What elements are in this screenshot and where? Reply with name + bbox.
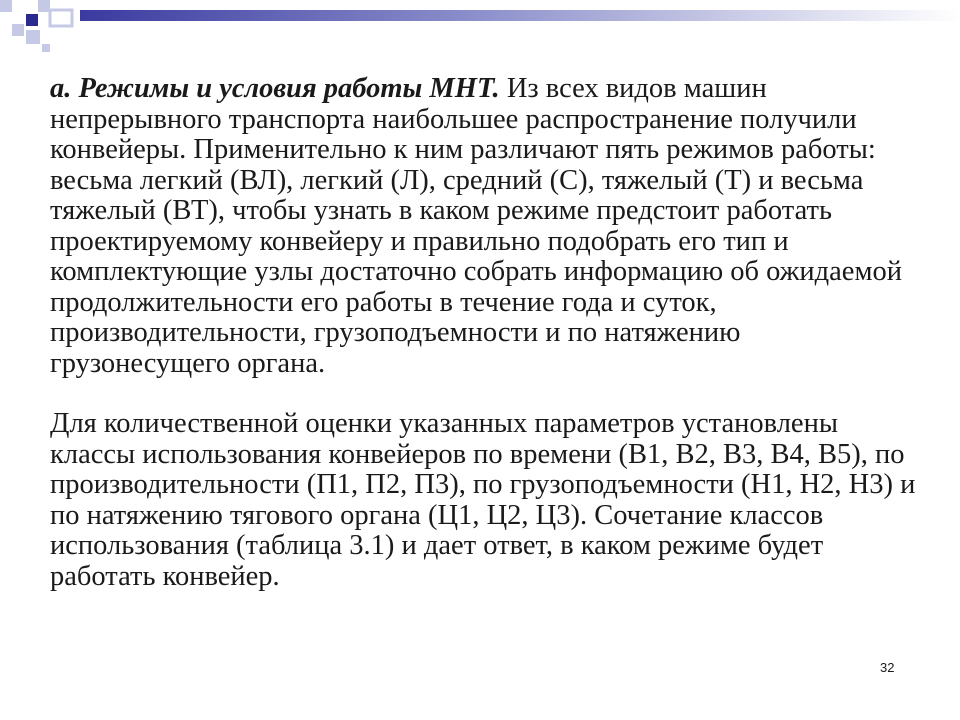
section-heading: а. Режимы и условия работы МНТ. [50,73,500,104]
header-decoration [0,0,960,60]
deco-square [12,24,24,36]
page-number: 32 [880,660,895,675]
paragraph-text: Для количественной оценки указанных параметров установлены классы использования конвейеров по времени (В1, В2, В3, В4, В5), по производительности (П1, П2, П3), по грузоподъемности (Н1, Н2, Н3) и по натяжению тягового органа (Ц1, Ц2, Ц3). Сочетание классов использования (таблица 3.1) и дает ответ, в каком режиме будет работать конвейер. [50,408,916,592]
paragraph-classes [50,409,920,592]
header-gradient-bar [80,10,960,21]
paragraph-text: Из всех видов машин непрерывного транспорта наибольшее распространение получили конвейеры. Применительно к ним различают пять режимов работы: весьма легкий (ВЛ), легкий (Л), средний (С), тяжелый (Т) и весьма тяжелый (ВТ), чтобы узнать в каком режиме предстоит работать проектируемому конвейеру и правильно подобрать его тип и комплектующие узлы достаточно собрать информацию об ожидаемой продолжительности его работы в течение года и суток, производительности, грузоподъемности и по натяжению грузонесущего органа. [50,73,902,379]
deco-square [50,10,72,26]
deco-square [38,0,50,12]
deco-square [26,30,40,44]
deco-square [0,0,12,12]
deco-square [42,44,50,52]
slide-body [50,74,920,592]
paragraph-modes [50,74,920,379]
deco-square [26,14,38,26]
